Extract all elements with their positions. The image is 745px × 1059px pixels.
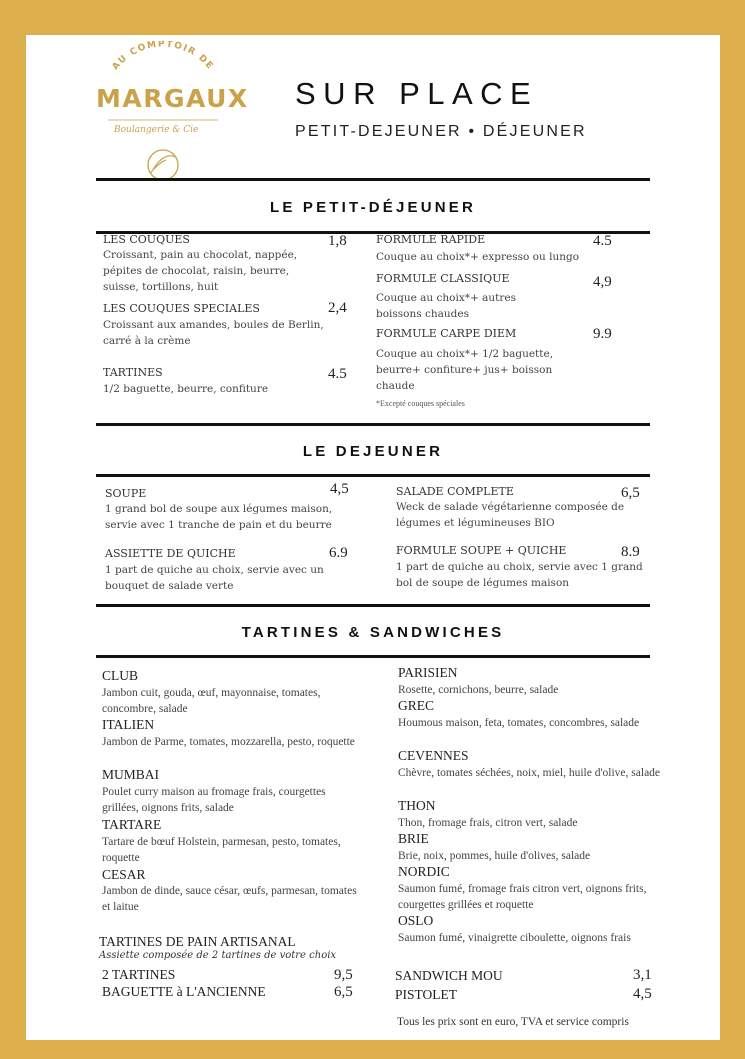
section-title-lunch: LE DEJEUNER bbox=[302, 443, 444, 460]
item-name: GREC bbox=[398, 698, 435, 713]
item-price: 6.9 bbox=[329, 545, 348, 561]
item-desc: Jambon de dinde, sauce césar, œufs, parmesan, tomates et laitue bbox=[102, 885, 357, 913]
menu-sheet bbox=[26, 35, 720, 1040]
logo-arc-text: AU COMPTOIR DE bbox=[110, 41, 216, 73]
item-desc: 1 part de quiche au choix, servie avec 1 grand bol de soupe de légumes maison bbox=[396, 561, 643, 589]
item-desc: Couque au choix*+ expresso ou lungo bbox=[376, 251, 580, 263]
item-name: CLUB bbox=[102, 668, 139, 683]
item-name: TARTARE bbox=[102, 817, 162, 832]
item-desc: Jambon cuit, gouda, œuf, mayonnaise, tomates, concombre, salade bbox=[102, 687, 321, 715]
item-name: BAGUETTE à L'ANCIENNE bbox=[102, 984, 266, 999]
item-price: 3,1 bbox=[633, 967, 652, 983]
item-price: 9,5 bbox=[334, 967, 353, 983]
item-name: SANDWICH MOU bbox=[395, 968, 503, 983]
item-name: LES COUQUES bbox=[103, 233, 190, 246]
item-name: FORMULE CLASSIQUE bbox=[376, 272, 510, 285]
item-name: SALADE COMPLETE bbox=[396, 485, 514, 498]
artisan-title: TARTINES DE PAIN ARTISANAL bbox=[99, 934, 296, 949]
item-name: PARISIEN bbox=[398, 665, 458, 680]
item-name: NORDIC bbox=[398, 864, 450, 879]
item-desc: Couque au choix*+ 1/2 baguette, beurre+ confiture+ jus+ boisson chaude bbox=[376, 348, 554, 392]
item-price: 4,9 bbox=[593, 274, 612, 290]
divider bbox=[96, 423, 650, 426]
divider bbox=[96, 474, 650, 477]
divider bbox=[96, 655, 650, 658]
section-title-sandwiches: TARTINES & SANDWICHES bbox=[241, 624, 505, 641]
page-subtitle: PETIT-DEJEUNER • DÉJEUNER bbox=[295, 123, 587, 140]
item-desc: Saumon fumé, fromage frais citron vert, oignons frits, courgettes grillées et roquette bbox=[398, 883, 647, 911]
item-price: 6,5 bbox=[334, 984, 353, 1000]
item-price: 4,5 bbox=[330, 481, 349, 497]
item-desc: Poulet curry maison au fromage frais, courgettes grillées, oignons frits, salade bbox=[102, 786, 326, 814]
item-desc: 1/2 baguette, beurre, confiture bbox=[103, 383, 269, 395]
item-name: ITALIEN bbox=[102, 717, 155, 732]
item-price: 4.5 bbox=[593, 233, 612, 249]
divider bbox=[96, 178, 650, 181]
item-price: 8.9 bbox=[621, 544, 640, 560]
logo bbox=[88, 41, 249, 191]
item-price: 4.5 bbox=[328, 366, 347, 382]
svg-text:AU COMPTOIR DE bbox=[111, 41, 216, 72]
item-name: CEVENNES bbox=[398, 748, 469, 763]
item-desc: Brie, noix, pommes, huile d'olives, salade bbox=[398, 850, 591, 862]
item-desc: Rosette, cornichons, beurre, salade bbox=[398, 684, 559, 696]
item-desc: Jambon de Parme, tomates, mozzarella, pesto, roquette bbox=[102, 736, 355, 748]
item-name: TARTINES bbox=[103, 366, 163, 379]
item-desc: Couque au choix*+ autres boissons chaudes bbox=[376, 292, 517, 320]
page-title: SUR PLACE bbox=[295, 76, 539, 111]
item-desc: Houmous maison, feta, tomates, concombres, salade bbox=[398, 717, 640, 729]
item-desc: Croissant, pain au chocolat, nappée, pépites de chocolat, raisin, beurre, suisse, tortillons, huit bbox=[103, 249, 298, 293]
item-desc: 1 grand bol de soupe aux légumes maison, servie avec 1 tranche de pain et du beurre bbox=[105, 503, 333, 531]
item-name: FORMULE RAPIDE bbox=[376, 233, 486, 246]
item-desc: Croissant aux amandes, boules de Berlin, carré à la crème bbox=[103, 319, 324, 347]
logo-name: MARGAUX bbox=[96, 84, 249, 113]
item-name: PISTOLET bbox=[395, 987, 458, 1002]
item-name: OSLO bbox=[398, 913, 434, 928]
item-price: 6,5 bbox=[621, 485, 640, 501]
item-name: FORMULE CARPE DIEM bbox=[376, 327, 517, 340]
price-footer: Tous les prix sont en euro, TVA et service compris bbox=[397, 1016, 629, 1028]
item-desc: Tartare de bœuf Holstein, parmesan, pesto, tomates, roquette bbox=[102, 836, 341, 864]
artisan-subtitle: Assiette composée de 2 tartines de votre choix bbox=[99, 950, 337, 961]
item-price: 9.9 bbox=[593, 326, 612, 342]
logo-tagline: Boulangerie & Cie bbox=[114, 125, 199, 135]
item-name: ASSIETTE DE QUICHE bbox=[105, 547, 236, 560]
item-desc: Weck de salade végétarienne composée de légumes et légumineuses BIO bbox=[396, 501, 625, 529]
item-name: FORMULE SOUPE + QUICHE bbox=[396, 544, 567, 557]
item-name: SOUPE bbox=[105, 487, 147, 500]
item-desc: 1 part de quiche au choix, servie avec un bouquet de salade verte bbox=[105, 564, 324, 592]
item-name: LES COUQUES SPECIALES bbox=[103, 302, 260, 315]
logo-arc-icon bbox=[88, 41, 238, 191]
item-desc: Saumon fumé, vinaigrette ciboulette, oignons frais bbox=[398, 932, 631, 944]
item-name: CESAR bbox=[102, 867, 146, 882]
divider bbox=[96, 604, 650, 607]
item-desc: Chèvre, tomates séchées, noix, miel, huile d'olive, salade bbox=[398, 767, 661, 779]
item-name: 2 TARTINES bbox=[102, 967, 176, 982]
item-price: 2,4 bbox=[328, 300, 347, 316]
item-price: 1,8 bbox=[328, 233, 347, 249]
section-title-breakfast: LE PETIT-DÉJEUNER bbox=[269, 199, 477, 216]
item-name: THON bbox=[398, 798, 436, 813]
item-name: BRIE bbox=[398, 831, 429, 846]
item-desc: Thon, fromage frais, citron vert, salade bbox=[398, 817, 578, 829]
item-price: 4,5 bbox=[633, 986, 652, 1002]
item-name: MUMBAI bbox=[102, 767, 160, 782]
footnote: *Excepté couques spéciales bbox=[376, 399, 465, 408]
